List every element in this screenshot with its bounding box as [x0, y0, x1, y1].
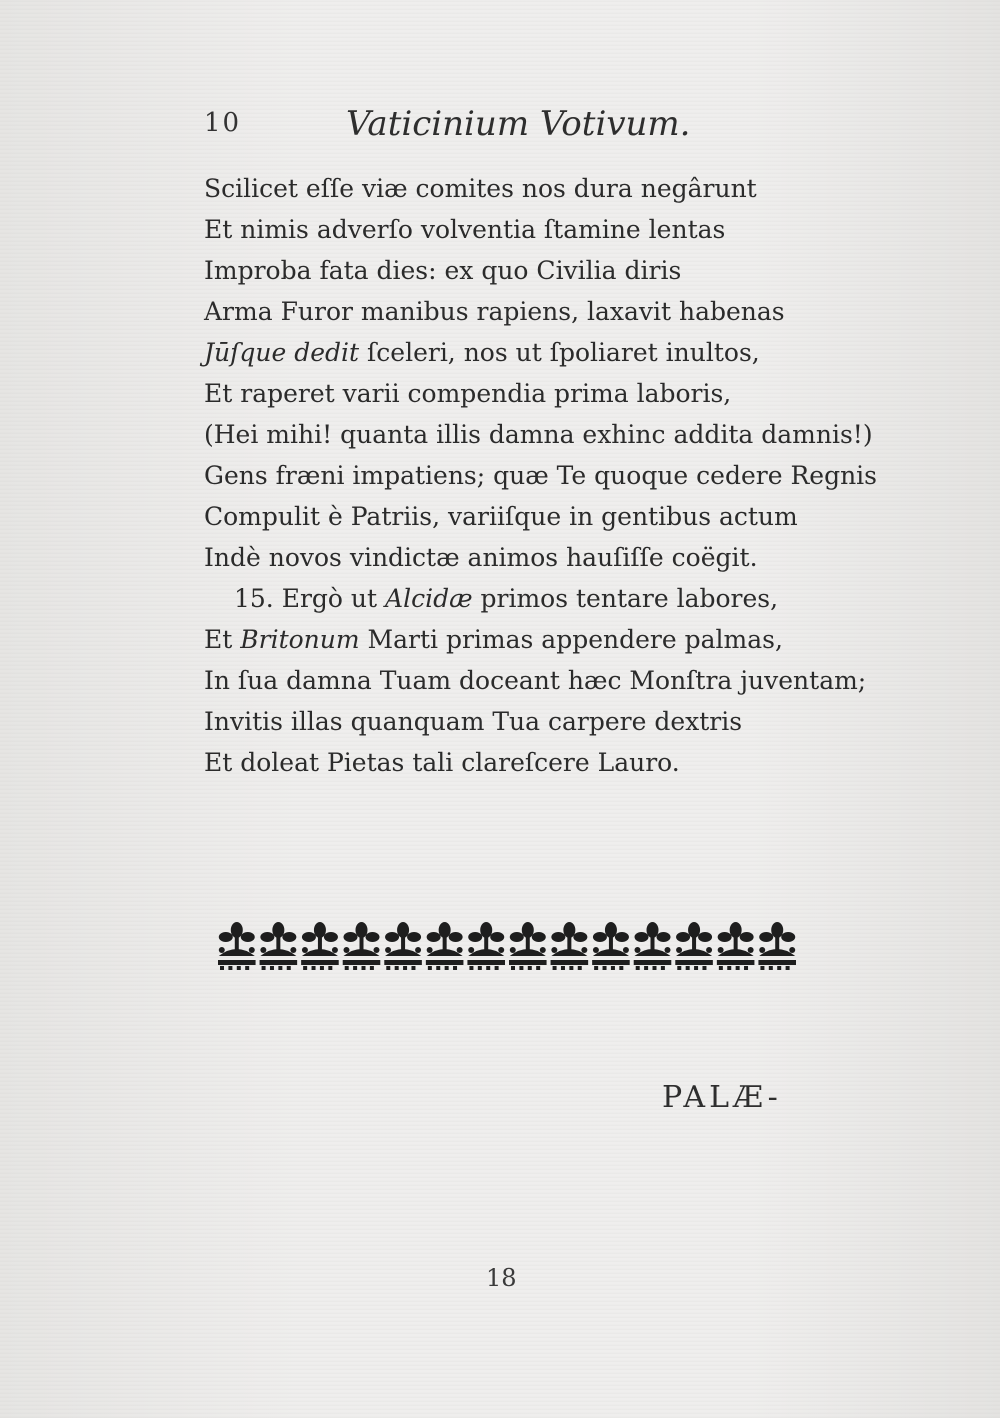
fleuron-unit — [509, 922, 547, 970]
fleuron-unit — [758, 922, 796, 970]
fleuron-unit — [218, 922, 256, 970]
fleuron-unit — [260, 922, 298, 970]
fleuron-border-icon — [216, 920, 798, 972]
running-title: Vaticinium Votivum. — [346, 104, 691, 144]
verse-line: Scilicet eſſe viæ comites nos dura negârunt — [204, 174, 757, 203]
verse-line: Compulit è Patriis, variiſque in gentibus actum — [204, 502, 798, 531]
fleuron-unit — [592, 922, 630, 970]
verse-line: (Hei mihi! quanta illis damna exhinc addita damnis!) — [204, 420, 873, 449]
fleuron-unit — [675, 922, 713, 970]
page-number: 10 — [204, 108, 242, 138]
fleuron-unit — [426, 922, 464, 970]
signature-mark: 18 — [486, 1264, 517, 1292]
verse-line: Et raperet varii compendia prima laboris, — [204, 379, 732, 408]
fleuron-unit — [467, 922, 505, 970]
fleuron-unit — [384, 922, 422, 970]
fleuron-unit — [343, 922, 381, 970]
fleuron-unit — [551, 922, 589, 970]
fleuron-unit — [634, 922, 672, 970]
verse-line: Arma Furor manibus rapiens, laxavit habenas — [204, 297, 785, 326]
fleuron-unit — [301, 922, 339, 970]
verse-line: Indè novos vindictæ animos hauſiſſe coëgit. — [204, 543, 758, 572]
verse-line: Jūſque dedit ſceleri, nos ut ſpoliaret inultos, — [204, 338, 760, 367]
verse-line: Improba fata dies: ex quo Civilia diris — [204, 256, 682, 285]
catchword: PALÆ- — [662, 1080, 782, 1115]
verse-line: Invitis illas quanquam Tua carpere dextris — [204, 707, 743, 736]
verse-line-numbered: 15. Ergò ut Alcidæ primos tentare labores, — [234, 584, 779, 613]
page-header — [204, 104, 804, 144]
fleuron-unit — [717, 922, 755, 970]
verse-line: Gens fræni impatiens; quæ Te quoque cedere Regnis — [204, 461, 877, 490]
verse-block — [204, 168, 877, 783]
verse-line: Et Britonum Marti primas appendere palmas, — [204, 625, 783, 654]
verse-line: In ſua damna Tuam doceant hæc Monſtra juventam; — [204, 666, 867, 695]
verse-line: Et doleat Pietas tali clareſcere Lauro. — [204, 748, 680, 777]
verse-line: Et nimis adverſo volventia ſtamine lentas — [204, 215, 726, 244]
